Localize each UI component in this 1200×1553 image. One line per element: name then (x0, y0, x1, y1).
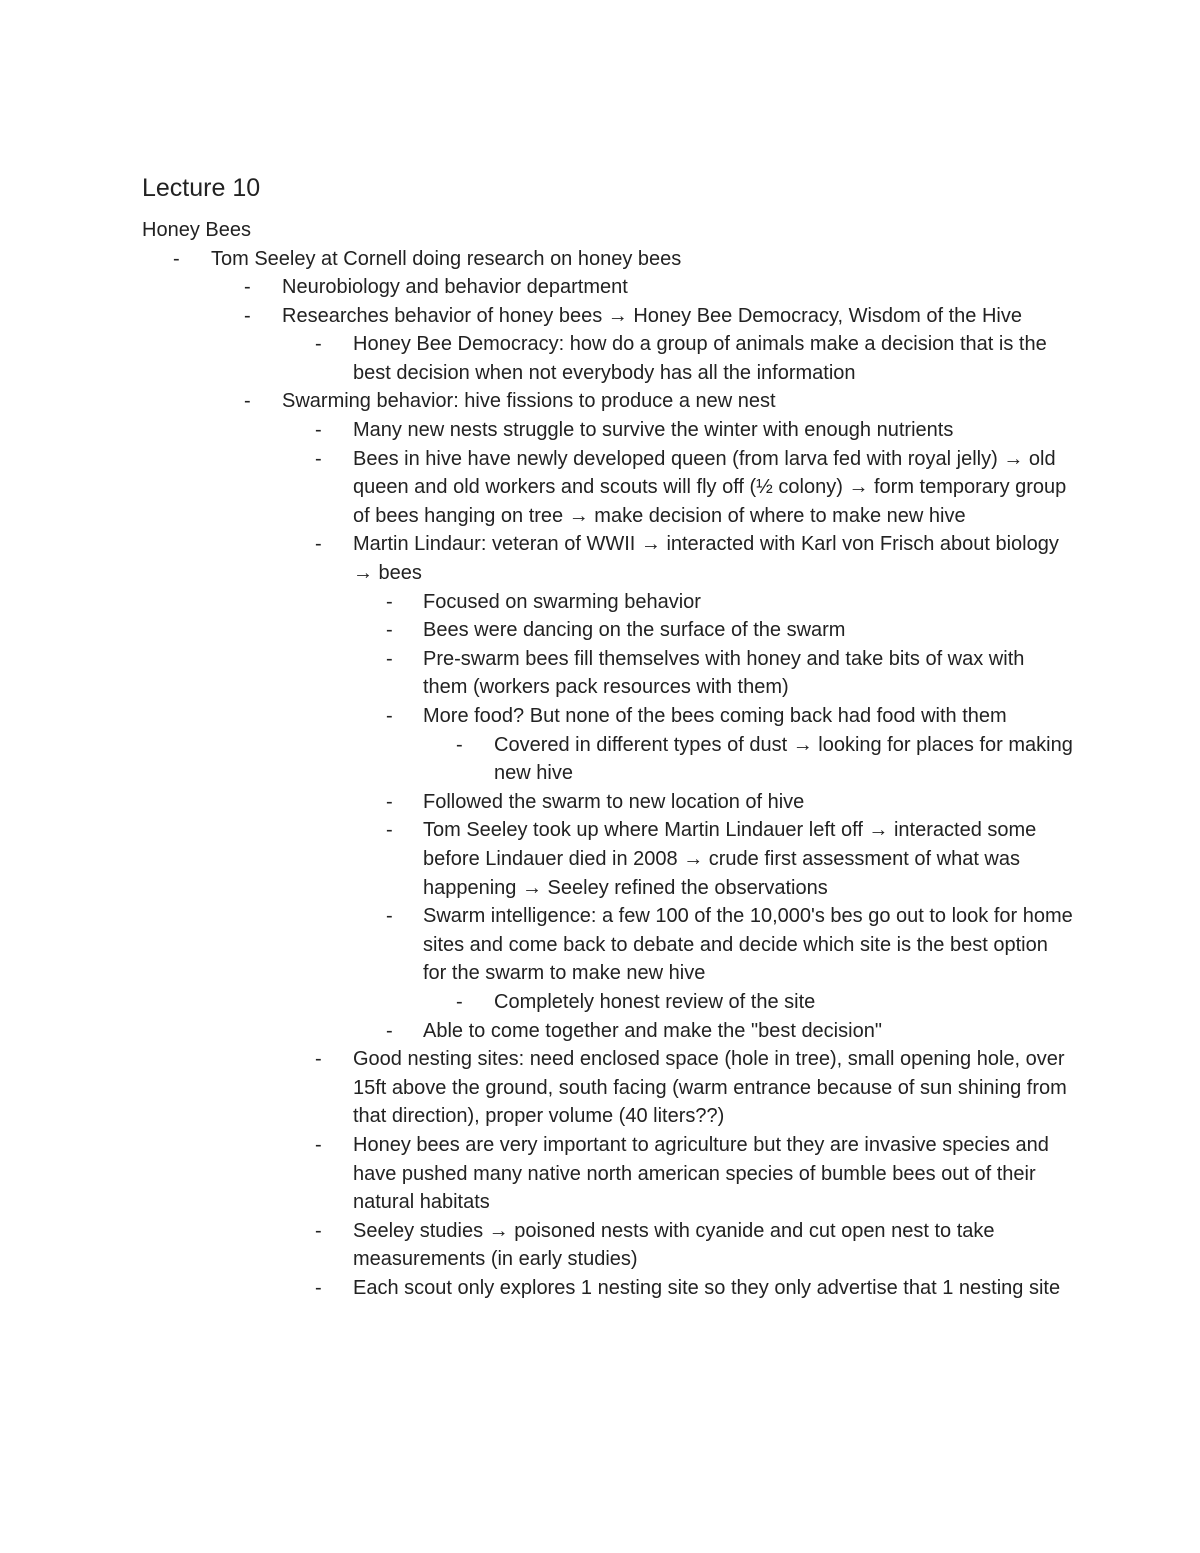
list-item (0, 1217, 1200, 1274)
section-heading: Honey Bees (142, 219, 251, 241)
list-item-text: Martin Lindaur: veteran of WWII → interacted with Karl von Frisch about biology → bees (353, 533, 1059, 585)
list-item (0, 530, 1200, 587)
list-item (0, 245, 1200, 274)
bullet-marker: - (173, 247, 180, 270)
bullet-marker: - (386, 590, 393, 613)
bullet-marker: - (315, 333, 322, 356)
list-item (0, 902, 1200, 988)
list-item-text: Tom Seeley at Cornell doing research on honey bees (211, 247, 682, 270)
bullet-list (0, 245, 1200, 1303)
bullet-marker: - (386, 1019, 393, 1042)
list-item-text: Tom Seeley took up where Martin Lindauer left off → interacted some before Lindauer died in 2008 → crude first assessment of what was happening → Seeley refined the observations (423, 819, 1037, 899)
bullet-marker: - (315, 1219, 322, 1242)
list-item-text: Pre-swarm bees fill themselves with honey and take bits of wax with them (workers pack resources with them) (423, 647, 1025, 699)
list-item-text: Swarming behavior: hive fissions to produce a new nest (282, 390, 776, 413)
list-item (0, 616, 1200, 645)
bullet-marker: - (315, 1276, 322, 1299)
list-item (0, 1017, 1200, 1046)
list-item (0, 988, 1200, 1017)
bullet-marker: - (386, 819, 393, 842)
page-title: Lecture 10 (142, 174, 261, 202)
list-item (0, 645, 1200, 702)
list-item-text: More food? But none of the bees coming back had food with them (423, 705, 1007, 727)
list-item (0, 1274, 1200, 1303)
bullet-marker: - (386, 619, 393, 642)
list-item (0, 330, 1200, 387)
list-item-text: Honey Bee Democracy: how do a group of animals make a decision that is the best decision when not everybody has all the information (353, 333, 1047, 384)
list-item-text: Seeley studies → poisoned nests with cyanide and cut open nest to take measurements (in early studies) (353, 1219, 995, 1271)
bullet-marker: - (315, 1133, 322, 1156)
bullet-marker: - (244, 276, 251, 299)
list-item-text: Each scout only explores 1 nesting site so they only advertise that 1 nesting site (353, 1276, 1061, 1299)
list-item (0, 302, 1200, 331)
list-item (0, 816, 1200, 902)
list-item-text: Neurobiology and behavior department (282, 276, 628, 299)
list-item-text: Focused on swarming behavior (423, 590, 701, 613)
bullet-marker: - (386, 905, 393, 928)
list-item (0, 1045, 1200, 1131)
list-item (0, 416, 1200, 445)
list-item (0, 702, 1200, 731)
bullet-marker: - (315, 533, 322, 556)
list-item (0, 731, 1200, 788)
list-item-text: Researches behavior of honey bees → Honey Bee Democracy, Wisdom of the Hive (282, 304, 1022, 327)
bullet-marker: - (244, 304, 251, 327)
list-item-text: Covered in different types of dust → looking for places for making new hive (494, 733, 1073, 785)
bullet-marker: - (386, 705, 393, 727)
bullet-marker: - (315, 419, 322, 442)
list-item-text: Able to come together and make the "best decision" (423, 1019, 882, 1042)
bullet-marker: - (315, 447, 322, 470)
list-item-text: Many new nests struggle to survive the winter with enough nutrients (353, 419, 954, 442)
bullet-marker: - (386, 647, 393, 670)
bullet-marker: - (456, 990, 463, 1013)
list-item (0, 273, 1200, 302)
list-item (0, 445, 1200, 531)
list-item-text: Followed the swarm to new location of hive (423, 790, 805, 813)
bullet-marker: - (315, 1048, 322, 1071)
list-item-text: Bees were dancing on the surface of the swarm (423, 619, 846, 642)
bullet-marker: - (386, 790, 393, 813)
list-item (0, 788, 1200, 817)
list-item-text: Bees in hive have newly developed queen (from larva fed with royal jelly) → old queen and old workers and scouts will fly off (½ colony) → form temporary group of bees hanging on tree → make decision of where to make new hive (353, 447, 1067, 527)
list-item-text: Swarm intelligence: a few 100 of the 10,000's bes go out to look for home sites and come back to debate and decide which site is the best option for the swarm to make new hive (423, 905, 1073, 985)
bullet-marker: - (456, 733, 463, 756)
list-item-text: Honey bees are very important to agriculture but they are invasive species and have pushed many native north american species of bumble bees out of their natural habitats (353, 1133, 1049, 1214)
list-item-text: Good nesting sites: need enclosed space (hole in tree), small opening hole, over 15ft above the ground, south facing (warm entrance because of sun shining from that direction), proper volume (40 liters??) (353, 1048, 1067, 1128)
list-item (0, 1131, 1200, 1217)
bullet-marker: - (244, 390, 251, 413)
list-item (0, 387, 1200, 416)
list-item (0, 588, 1200, 617)
list-item-text: Completely honest review of the site (494, 990, 816, 1013)
